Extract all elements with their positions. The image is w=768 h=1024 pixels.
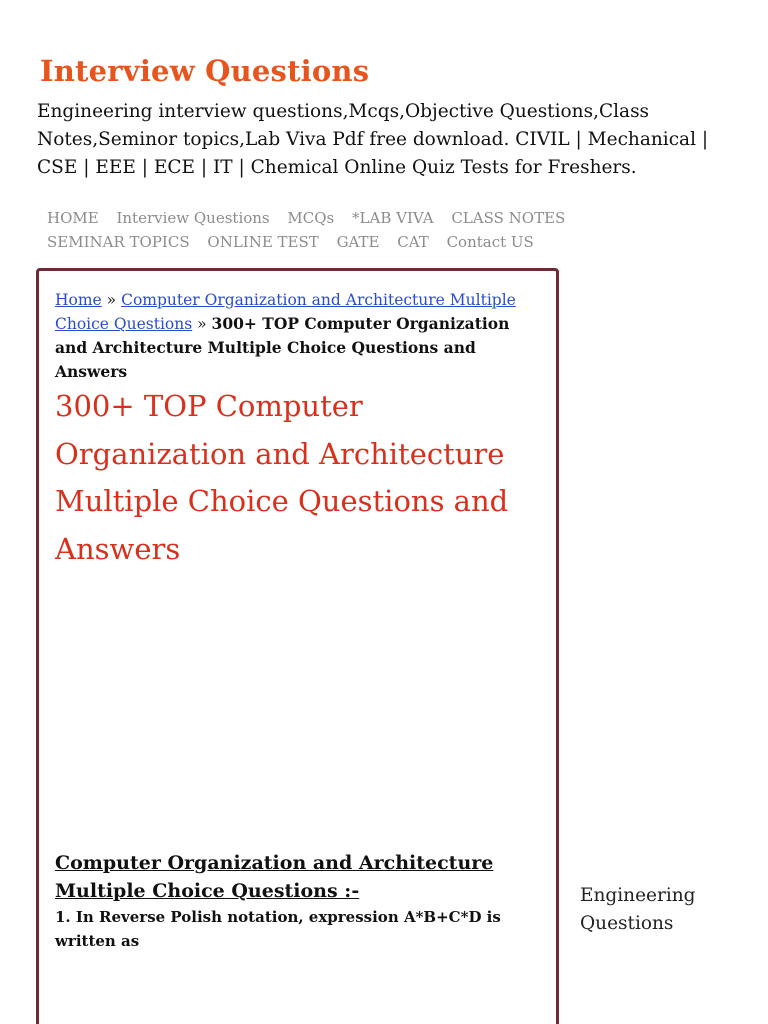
nav-item-online-test[interactable]: ONLINE TEST (207, 233, 319, 251)
breadcrumb-separator: » (106, 291, 122, 309)
main-navigation (47, 206, 737, 254)
nav-item-cat[interactable]: CAT (397, 233, 429, 251)
sidebar-widget-title: Engineering Questions (580, 885, 696, 934)
nav-item-interview-questions[interactable]: Interview Questions (116, 209, 270, 227)
nav-item-contact-us[interactable]: Contact US (446, 233, 534, 251)
site-title-link[interactable]: Interview Questions (40, 54, 370, 88)
section-heading: Computer Organization and Architecture Multiple Choice Questions :- (55, 852, 494, 902)
post-content-box (36, 268, 559, 1024)
nav-item-home[interactable]: HOME (47, 209, 99, 227)
nav-item-gate[interactable]: GATE (336, 233, 380, 251)
post-title: 300+ TOP Computer Organization and Architecture Multiple Choice Questions and Answers (55, 389, 509, 566)
nav-item-class-notes[interactable]: CLASS NOTES (451, 209, 566, 227)
breadcrumb-current: 300+ TOP Computer Organization and Architecture Multiple Choice Questions and Answers (55, 314, 510, 381)
breadcrumb-separator: » (197, 315, 212, 333)
question-text: 1. In Reverse Polish notation, expression A*B+C*D is written as (55, 908, 501, 950)
nav-item-mcqs[interactable]: MCQs (287, 209, 335, 227)
breadcrumb-home-link[interactable]: Home (55, 291, 102, 309)
nav-item-seminar-topics[interactable]: SEMINAR TOPICS (47, 233, 190, 251)
breadcrumb (55, 288, 535, 384)
site-tagline: Engineering interview questions,Mcqs,Objective Questions,Class Notes,Seminor topics,Lab Viva Pdf free download. CIVIL | Mechanical | CSE | EEE | ECE | IT | Chemical Online Quiz Tests for Freshers. (37, 101, 709, 178)
nav-item-lab-viva[interactable]: *LAB VIVA (352, 209, 434, 227)
breadcrumb-category-link[interactable]: Computer Organization and Architecture Multiple Choice Questions (55, 291, 516, 333)
ad-space (55, 591, 545, 821)
